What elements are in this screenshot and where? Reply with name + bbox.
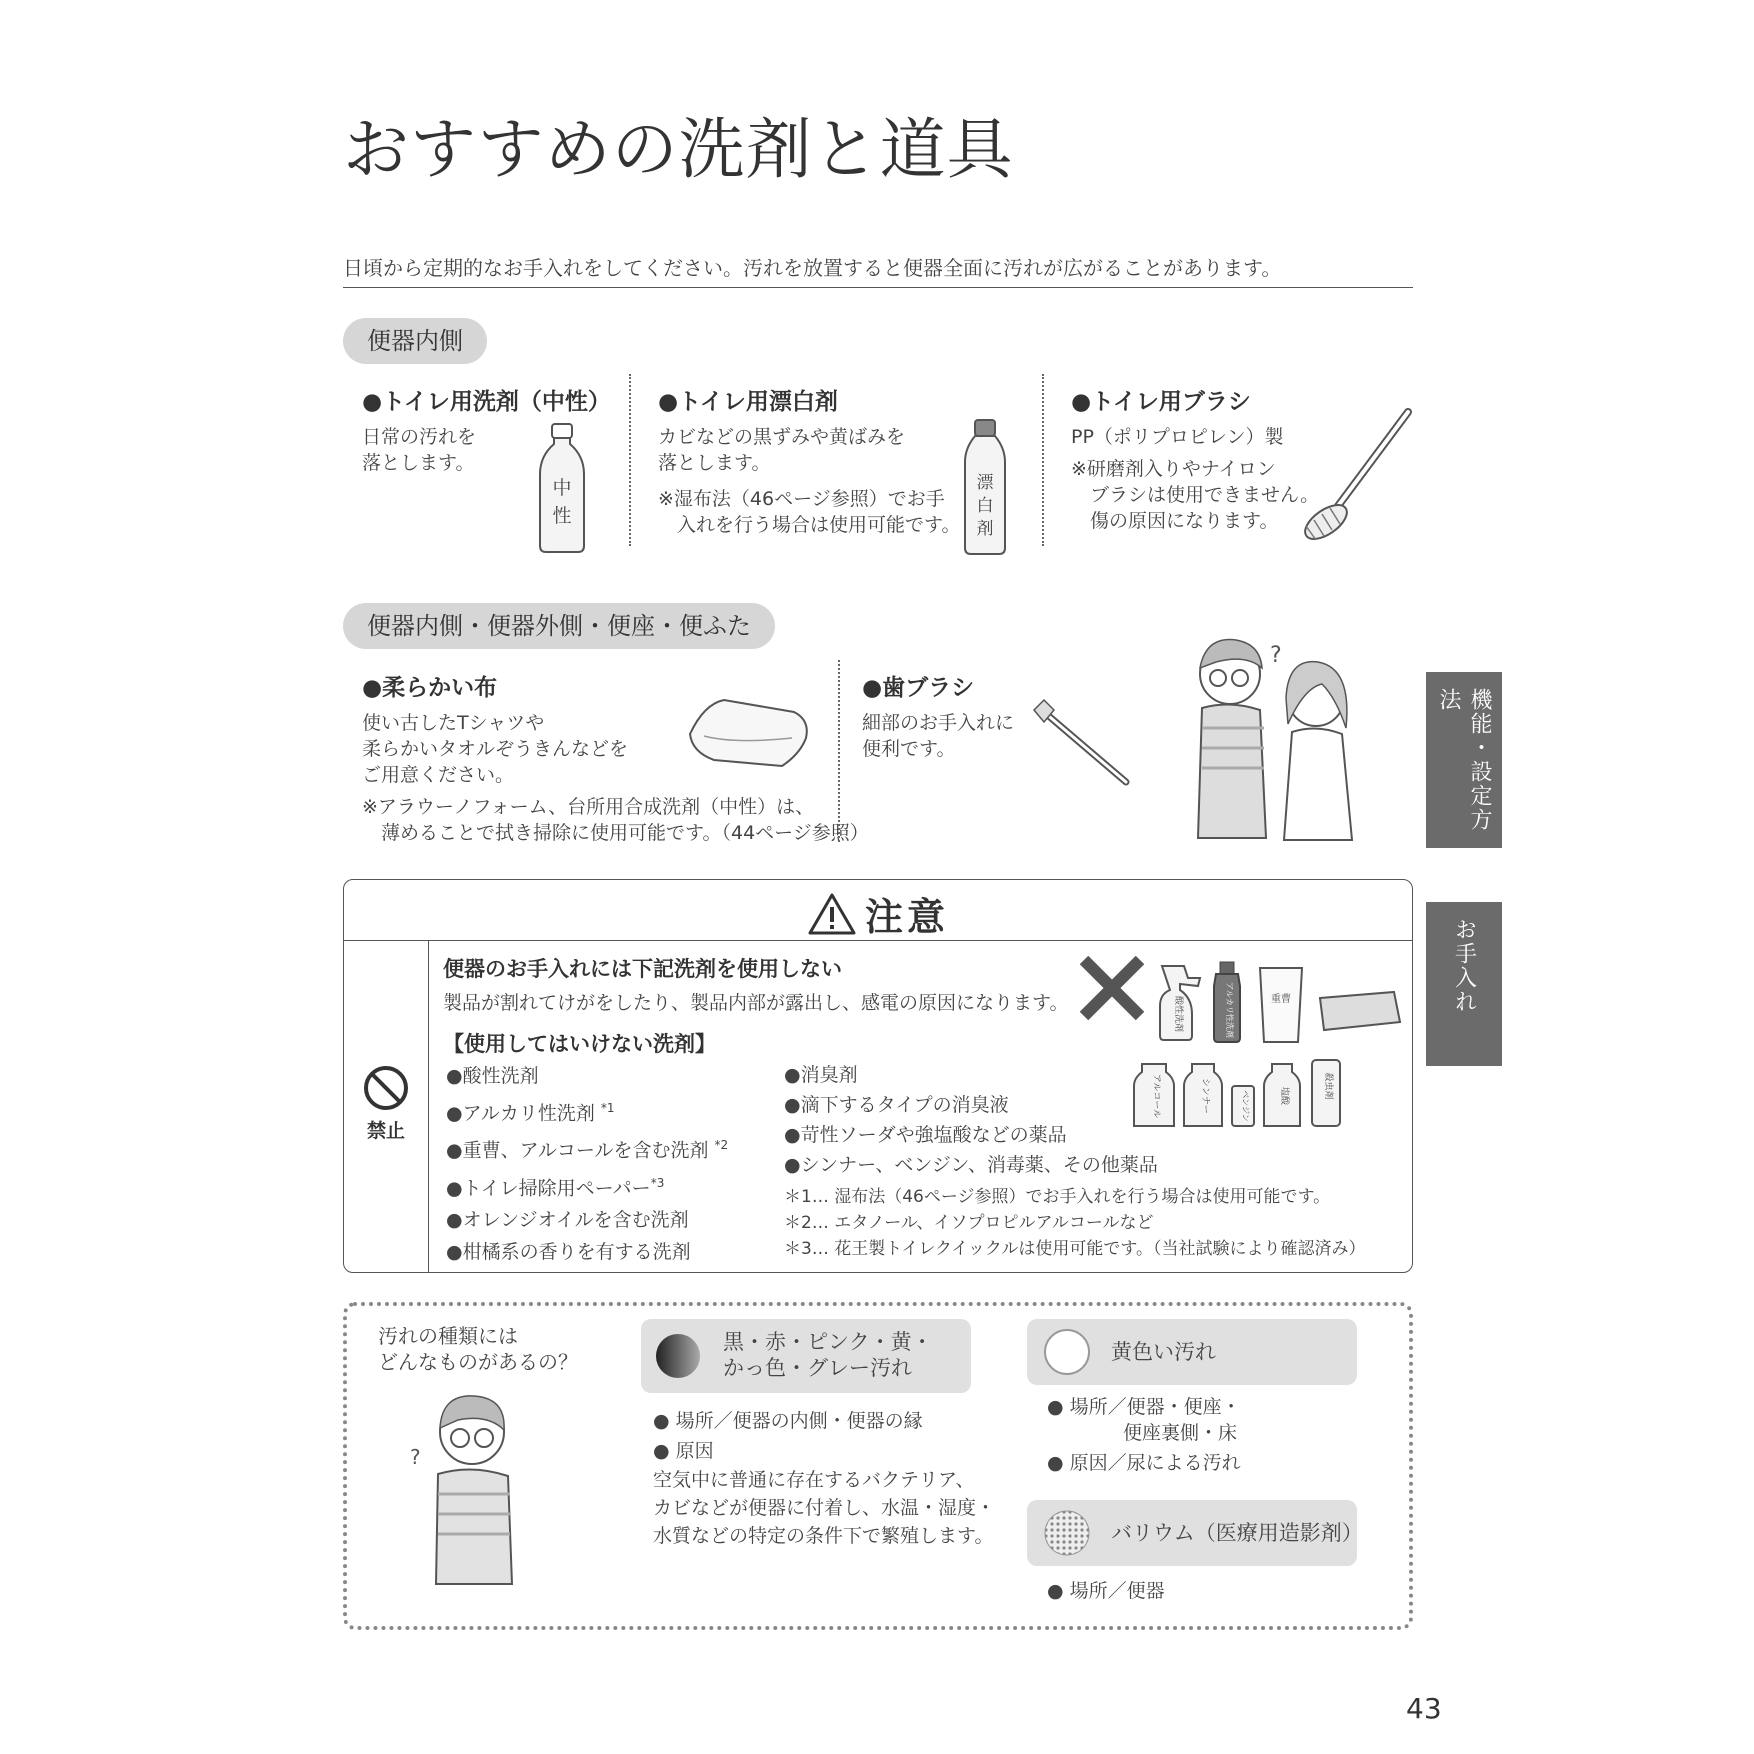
- prohibited-icon: [362, 1064, 410, 1112]
- item-toilet-brush-heading: ●トイレ用ブラシ: [1071, 389, 1251, 415]
- dark-stain-swatch-icon: [655, 1333, 701, 1379]
- prohibited-list-col1: [446, 1060, 728, 1268]
- list-item: ●酸性洗剤: [446, 1065, 539, 1087]
- prohibited-products-illustration: [1080, 956, 1410, 1132]
- note: ＊1… 湿布法（46ページ参照）でお手入れを行う場合は使用可能です。: [784, 1187, 1331, 1207]
- list-item: ●消臭剤: [784, 1064, 858, 1086]
- svg-text:ベンジン: ベンジン: [1241, 1090, 1250, 1122]
- list-item: ●滴下するタイプの消臭液: [784, 1094, 1009, 1116]
- yellow-stain-swatch-icon: [1043, 1328, 1091, 1376]
- svg-text:酸性洗剤: 酸性洗剤: [1173, 995, 1183, 1033]
- list-item: ●アルカリ性洗剤 $^{*1}$: [446, 1101, 615, 1125]
- svg-text:重曹: 重曹: [1271, 994, 1291, 1005]
- item-soft-cloth-heading: ●柔らかい布: [362, 675, 498, 701]
- svg-text:剤: 剤: [976, 519, 994, 539]
- item-toilet-brush-desc: PP（ポリプロピレン）製 ※研磨剤入りやナイロン ブラシは使用できません。 傷の原因になります。: [1071, 426, 1320, 532]
- svg-text:塩酸: 塩酸: [1279, 1086, 1289, 1106]
- intro-divider: [343, 287, 1413, 288]
- list-item: ●苛性ソーダや強塩酸などの薬品: [784, 1124, 1067, 1146]
- svg-text:白: 白: [976, 496, 994, 516]
- page-title: おすすめの洗剤と道具: [343, 111, 1014, 188]
- dark-stain-pill: [641, 1319, 971, 1393]
- warning-triangle-icon: [807, 891, 857, 937]
- caution-left-column: [344, 940, 429, 1272]
- list-item: ●シンナー、ベンジン、消毒薬、その他薬品: [784, 1154, 1158, 1176]
- stain-question: 汚れの種類には どんなものがあるの？: [378, 1324, 578, 1374]
- prohibited-label: 禁止: [366, 1120, 405, 1142]
- caution-headline: 便器のお手入れには下記洗剤を使用しない: [443, 957, 842, 981]
- svg-text:アルカリ性洗剤: アルカリ性洗剤: [1225, 982, 1234, 1038]
- item-bleach-desc: カビなどの黒ずみや黄ばみを 落とします。 ※湿布法（46ページ参照）でお手 入れを行う場合は使用可能です。: [658, 426, 961, 536]
- barium-stain-pill: [1027, 1500, 1363, 1566]
- list-item: ●重曹、アルコールを含む洗剤 $^{*2}$: [446, 1138, 729, 1162]
- column-divider: [629, 374, 631, 546]
- svg-text:漂: 漂: [976, 473, 994, 493]
- bleach-bottle-icon: [963, 418, 1007, 558]
- side-tab-care[interactable]: お手入れ: [1426, 902, 1502, 1066]
- list-item: ●柑橘系の香りを有する洗剤: [446, 1240, 691, 1263]
- caution-title: 注意: [864, 895, 949, 939]
- caution-subline: 製品が割れてけがをしたり、製品内部が露出し、感電の原因になります。: [443, 992, 1069, 1014]
- neutral-bottle-label-2: 性: [552, 505, 572, 527]
- item-neutral-cleaner-heading: ●トイレ用洗剤（中性）: [362, 389, 611, 415]
- section1-label: 便器内側: [343, 318, 487, 364]
- svg-text:殺虫剤: 殺虫剤: [1323, 1072, 1333, 1100]
- page-number: 43: [1406, 1692, 1442, 1725]
- column-divider: [1042, 374, 1044, 546]
- dark-stain-details: ● 場所／便器の内側・便器の縁 ● 原因 空気中に普通に存在するバクテリア、 カビなどが便器に付着し、水温・湿度・ 水質などの特定の条件下で繁殖します。: [653, 1410, 996, 1547]
- list-item: ●オレンジオイルを含む洗剤: [446, 1208, 689, 1231]
- item-bleach-heading: ●トイレ用漂白剤: [658, 389, 838, 415]
- soft-cloth-icon: [684, 694, 814, 774]
- caution-notes: [784, 1184, 1365, 1262]
- column-divider: [838, 660, 840, 842]
- intro-text: 日頃から定期的なお手入れをしてください。汚れを放置すると便器全面に汚れが広がることがあります。: [343, 256, 1282, 280]
- couple-illustration: [1186, 628, 1372, 848]
- yellow-stain-pill: [1027, 1319, 1357, 1385]
- svg-text:?: ?: [410, 1445, 421, 1469]
- item-toothbrush-desc: 細部のお手入れに 便利です。: [862, 712, 1015, 760]
- side-tab-settings[interactable]: 機能・設定方法: [1426, 672, 1502, 848]
- yellow-stain-details: ● 場所／便器・便座・ 便座裏側・床 ● 原因／尿による汚れ: [1047, 1396, 1241, 1474]
- svg-text:アルコール: アルコール: [1151, 1073, 1161, 1119]
- caution-list-title: 【使用してはいけない洗剤】: [443, 1032, 716, 1056]
- barium-stain-swatch-icon: [1043, 1509, 1091, 1557]
- barium-stain-title: バリウム（医療用造影剤）: [1111, 1521, 1363, 1545]
- neutral-bottle-icon: [536, 422, 588, 556]
- dark-stain-title: 黒・赤・ピンク・黄・ かっ色・グレー汚れ: [723, 1330, 933, 1380]
- note: ＊2… エタノール、イソプロピルアルコールなど: [784, 1213, 1154, 1233]
- item-toothbrush-heading: ●歯ブラシ: [862, 675, 975, 701]
- neutral-bottle-label-1: 中: [552, 477, 572, 499]
- svg-text:?: ?: [1270, 643, 1282, 668]
- note: ＊3… 花王製トイレクイックルは使用可能です。（当社試験により確認済み）: [784, 1239, 1366, 1259]
- section2-label: 便器内側・便器外側・便座・便ふた: [343, 603, 775, 649]
- item-neutral-cleaner-desc: 日常の汚れを 落とします。: [362, 426, 477, 474]
- yellow-stain-title: 黄色い汚れ: [1111, 1340, 1216, 1364]
- barium-stain-details: ● 場所／便器: [1047, 1580, 1165, 1602]
- thinking-man-illustration: [408, 1384, 528, 1614]
- toilet-brush-icon: [1298, 408, 1414, 544]
- svg-text:シンナー: シンナー: [1200, 1078, 1210, 1114]
- item-soft-cloth-desc: 使い古したTシャツや 柔らかいタオルぞうきんなどを ご用意ください。 ※アラウーノフォーム、台所用合成洗剤（中性）は、 薄めることで拭き掃除に使用可能です。（44ページ参照）: [362, 712, 869, 844]
- toothbrush-icon: [1030, 696, 1134, 788]
- caution-header: [344, 880, 1412, 941]
- list-item: ●トイレ掃除用ペーパー$^{*3}$: [446, 1175, 665, 1199]
